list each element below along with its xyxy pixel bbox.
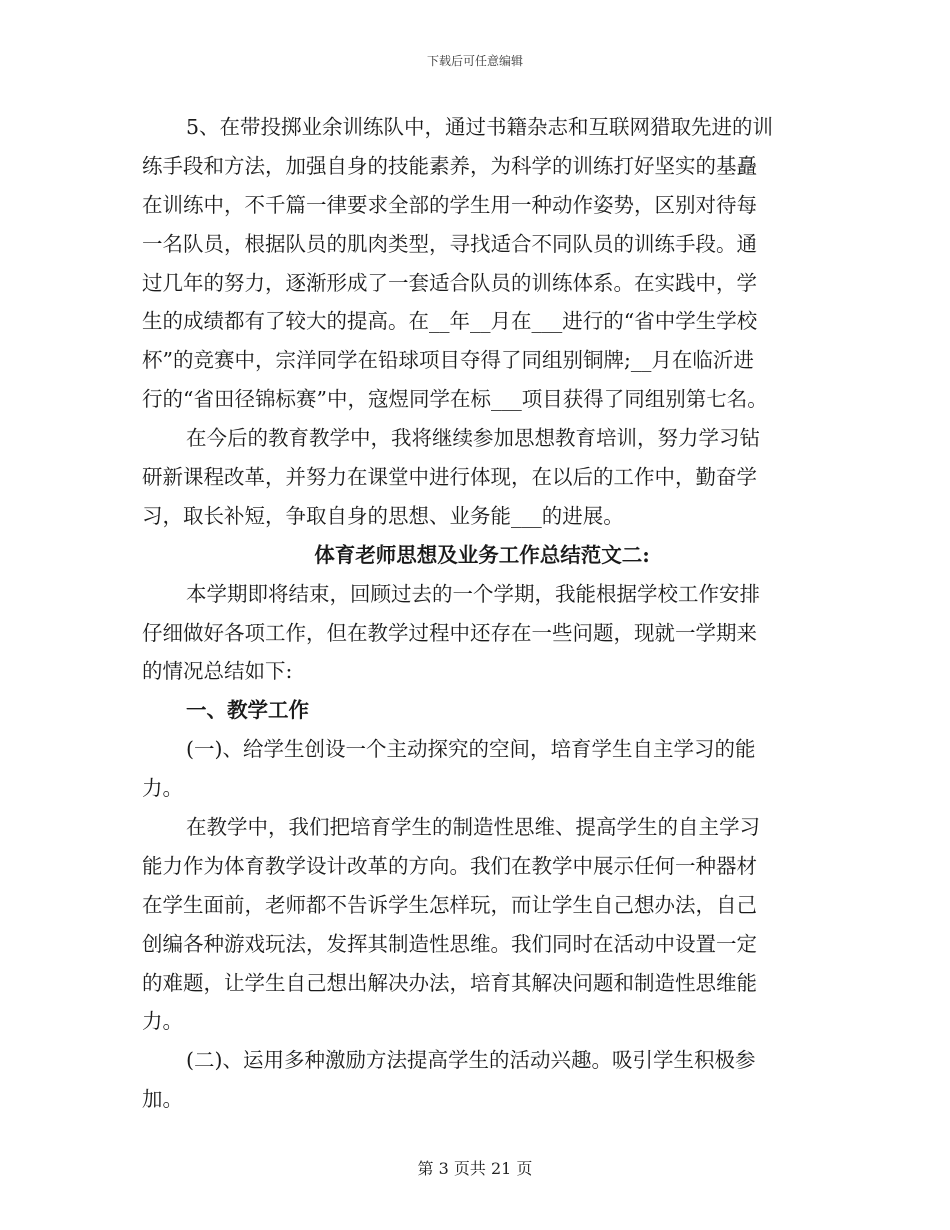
page-number: 第 3 页共 21 页 — [417, 1159, 533, 1178]
document-body — [142, 108, 822, 1119]
paragraph-line: 本学期即将结束，回顾过去的一个学期，我能根据学校工作安排 — [186, 581, 760, 606]
paragraph-line: 杯”的竞赛中，宗洋同学在铅球项目夺得了同组别铜牌;__月在临沂进 — [142, 348, 754, 373]
paragraph-line: 加。 — [142, 1087, 183, 1112]
paragraph-line: 研新课程改革，并努力在课堂中进行体现，在以后的工作中，勤奋学 — [142, 465, 757, 490]
paragraph-line: 生的成绩都有了较大的提高。在__年__月在___进行的“省中学生学校 — [142, 309, 758, 334]
paragraph-line: 力。 — [142, 1009, 183, 1034]
paragraph-line: 的情况总结如下: — [142, 659, 293, 684]
paragraph-line: 5、在带投掷业余训练队中，通过书籍杂志和互联网猎取先进的训 — [186, 115, 774, 139]
paragraph-line: 过几年的努力，逐渐形成了一套适合队员的训练体系。在实践中，学 — [142, 270, 757, 295]
paragraph-line: 力。 — [142, 776, 183, 801]
paragraph-line: 创编各种游戏玩法，发挥其制造性思维。我们同时在活动中设置一定 — [142, 931, 757, 956]
paragraph-line: 能力作为体育教学设计改革的方向。我们在教学中展示任何一种器材 — [142, 853, 757, 878]
paragraph-line: (一)、给学生创设一个主动探究的空间，培育学生自主学习的能 — [186, 737, 756, 762]
paragraph-line: 一名队员，根据队员的肌肉类型，寻找适合不同队员的训练手段。通 — [142, 231, 757, 256]
paragraph-line: 的难题，让学生自己想出解决办法，培育其解决问题和制造性思维能 — [142, 970, 757, 995]
paragraph-line: 练手段和方法，加强自身的技能素养，为科学的训练打好坚实的基矗 — [142, 153, 757, 178]
paragraph-line: 仔细做好各项工作，但在教学过程中还存在一些问题，现就一学期来 — [142, 620, 757, 645]
paragraph-line: 在学生面前，老师都不告诉学生怎样玩，而让学生自己想办法，自己 — [142, 892, 757, 917]
paragraph-line: 在训练中，不千篇一律要求全部的学生用一种动作姿势，区别对待每 — [142, 192, 757, 217]
section-heading: 一、教学工作 — [186, 698, 309, 723]
page-header: 下载后可任意编辑 — [426, 54, 523, 68]
paragraph-line: 在教学中，我们把培育学生的制造性思维、提高学生的自主学习 — [186, 815, 760, 840]
section-title: 体育老师思想及业务工作总结范文二: — [314, 542, 650, 567]
paragraph-line: 在今后的教育教学中，我将继续参加思想教育培训，努力学习钻 — [186, 426, 760, 451]
paragraph-line: (二)、运用多种激励方法提高学生的活动兴趣。吸引学生积极参 — [186, 1048, 756, 1073]
paragraph-line: 习，取长补短，争取自身的思想、业务能___的进展。 — [142, 503, 624, 528]
paragraph-line: 行的“省田径锦标赛”中，寇煜同学在标___项目获得了同组别第七名。 — [142, 387, 768, 412]
